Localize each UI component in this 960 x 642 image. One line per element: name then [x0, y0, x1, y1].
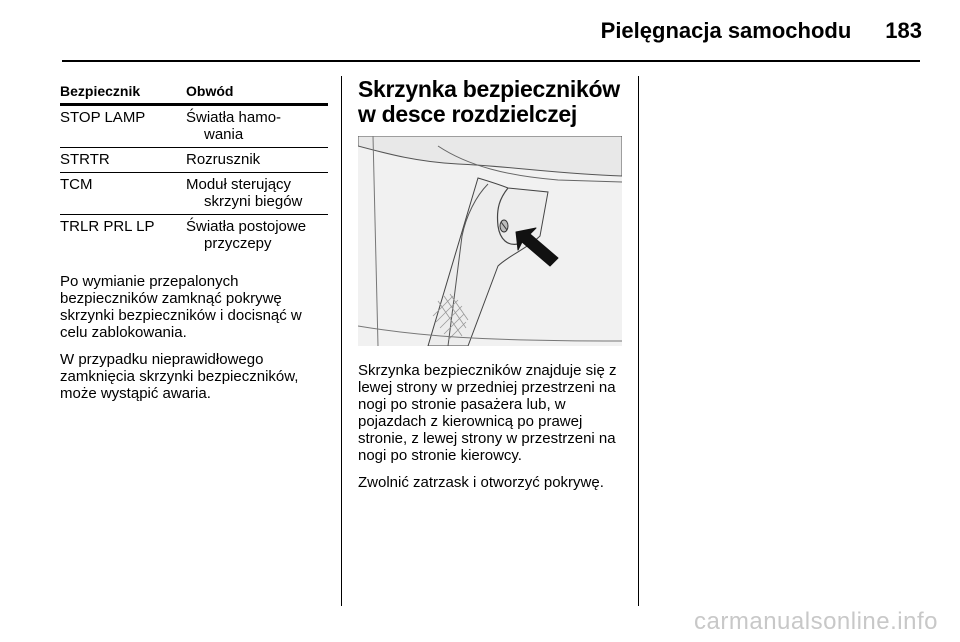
body-paragraph: W przypadku nieprawidłowego zamknięcia skrzynki bezpieczników, może wystąpić awaria. [60, 351, 299, 402]
circuit-line: Światła postojowe [186, 218, 307, 235]
fuse-box-illustration [358, 136, 622, 346]
body-paragraph: Po wymianie przepalonych bezpieczników zamknąć pokrywę skrzynki bezpieczników i docisnąć w celu zablokowania. [60, 273, 302, 341]
watermark: carmanualsonline.info [694, 608, 938, 635]
body-paragraph: Skrzynka bezpieczników znajduje się z lewej strony w przedniej przestrzeni na nogi po stronie pasażera lub, w pojazdach z kierownicą po prawej stronie, z lewej strony w przestrzeni na nogi po stronie kierowcy. [358, 362, 617, 464]
circuit-line: skrzyni biegów [204, 193, 303, 210]
circuit-line: Światła hamo- [186, 109, 282, 126]
middle-column [358, 77, 624, 491]
column-divider [341, 76, 342, 606]
table-row [60, 148, 328, 173]
dashboard-drawing [358, 136, 622, 346]
fuse-table [60, 83, 328, 256]
column-header-fuse: Bezpiecznik [60, 83, 186, 105]
circuit-name [186, 173, 328, 215]
fuse-code: TCM [60, 173, 186, 215]
column-header-circuit: Obwód [186, 83, 328, 105]
page-header [601, 18, 922, 44]
circuit-line: wania [204, 126, 244, 143]
section-title: Skrzynka bezpieczników w desce rozdzielczej [358, 76, 620, 127]
table-row [60, 105, 328, 148]
table-row [60, 173, 328, 215]
table-row [60, 215, 328, 257]
fuse-code: STRTR [60, 148, 186, 173]
circuit-name [186, 105, 328, 148]
circuit-name [186, 215, 328, 257]
circuit-name [186, 148, 328, 173]
page-number: 183 [885, 18, 922, 43]
circuit-line: przyczepy [204, 235, 272, 252]
table-header-row [60, 83, 328, 105]
circuit-line: Rozrusznik [186, 151, 261, 168]
body-paragraph: Zwolnić zatrzask i otworzyć pokrywę. [358, 474, 604, 491]
fuse-code: STOP LAMP [60, 105, 186, 148]
column-divider [638, 76, 639, 606]
header-rule [62, 60, 920, 62]
chapter-title: Pielęgnacja samochodu [600, 18, 852, 43]
circuit-line: Moduł sterujący [186, 176, 292, 193]
fuse-code: TRLR PRL LP [60, 218, 155, 235]
left-column [60, 83, 328, 402]
